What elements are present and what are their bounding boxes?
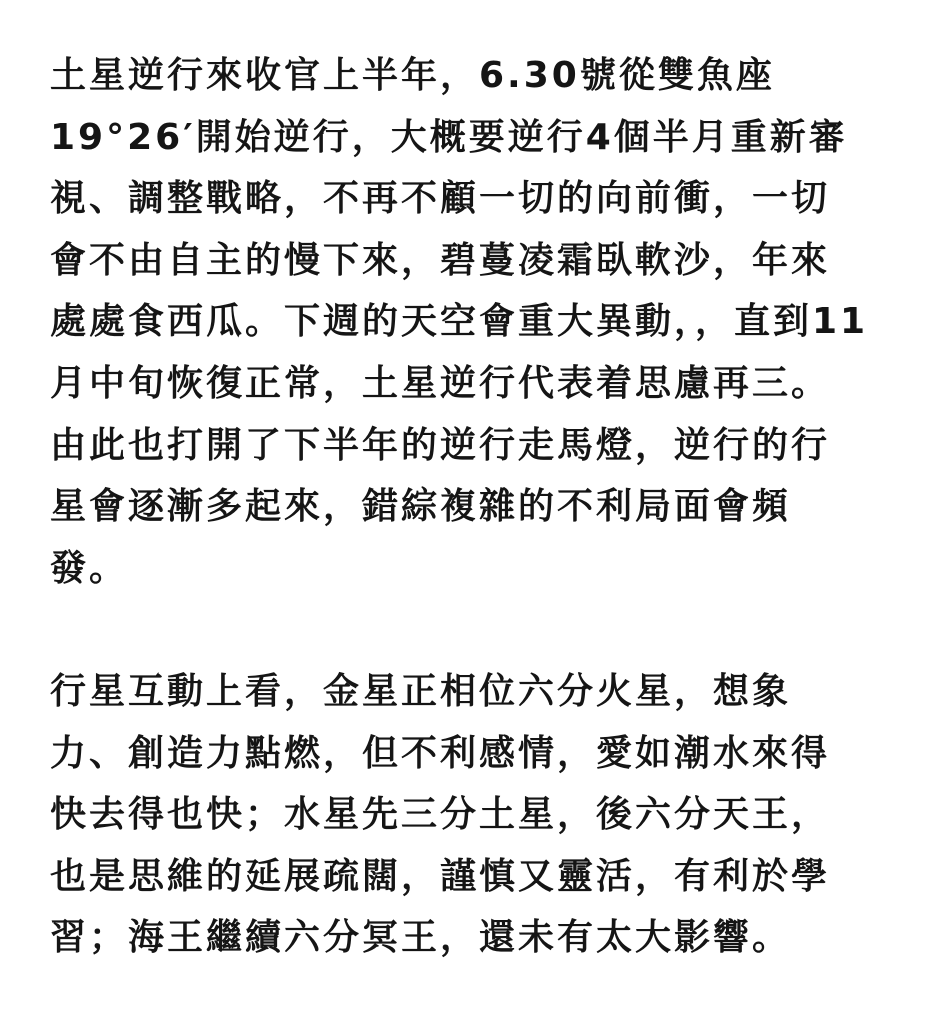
text-line: 處處食西瓜。下週的天空會重大異動，，直到11 — [50, 301, 869, 343]
paragraph-saturn-retrograde — [50, 45, 902, 599]
text-line: 快去得也快；水星先三分土星，後六分天王， — [50, 794, 831, 836]
text-line: 19°26′開始逆行，大概要逆行4個半月重新審 — [50, 116, 848, 158]
text-line: 力、創造力點燃，但不利感情，愛如潮水來得 — [50, 732, 831, 774]
text-line: 也是思維的延展疏闊，謹慎又靈活，有利於學 — [50, 855, 831, 897]
article-body — [50, 45, 902, 969]
text-line: 發。 — [50, 547, 129, 589]
text-line: 月中旬恢復正常，土星逆行代表着思慮再三。 — [50, 362, 831, 404]
text-line: 由此也打開了下半年的逆行走馬燈，逆行的行 — [50, 424, 831, 466]
text-line: 土星逆行來收官上半年，6.30號從雙魚座 — [50, 55, 775, 96]
text-line: 會不由自主的慢下來，碧蔓凌霜臥軟沙，年來 — [50, 239, 831, 281]
text-line: 視、調整戰略，不再不顧一切的向前衝，一切 — [50, 178, 831, 220]
paragraph-planet-aspects — [50, 661, 902, 969]
text-line: 星會逐漸多起來，錯綜複雜的不利局面會頻 — [50, 486, 792, 528]
text-line: 行星互動上看，金星正相位六分火星，想象 — [50, 670, 792, 712]
text-line: 習；海王繼續六分冥王，還未有太大影響。 — [50, 917, 792, 959]
